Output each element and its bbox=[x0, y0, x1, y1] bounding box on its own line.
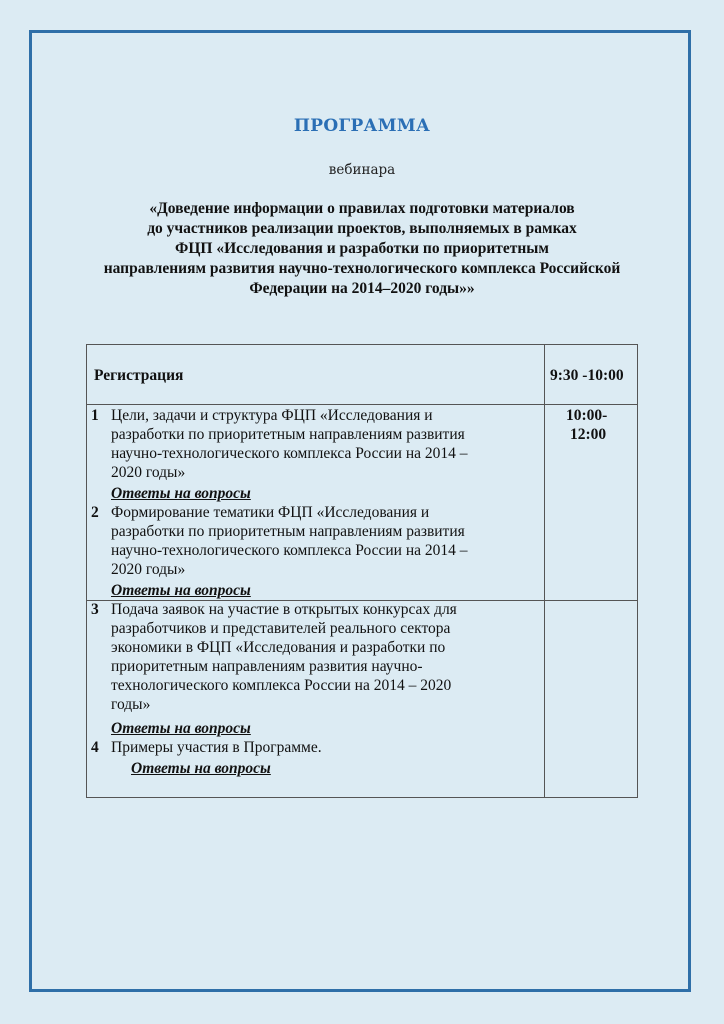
item-text-line: Формирование тематики ФЦП «Исследования и bbox=[111, 504, 430, 521]
item-text-line: технологического комплекса России на 2014 – 2020 bbox=[111, 677, 452, 694]
item-number: 3 bbox=[91, 601, 99, 618]
item-text-line: экономики в ФЦП «Исследования и разработки по bbox=[111, 639, 446, 656]
heading-line: Федерации на 2014–2020 годы»» bbox=[249, 280, 475, 297]
item-text-line: 2020 годы» bbox=[111, 561, 186, 578]
block1-time-end: 12:00 bbox=[570, 426, 607, 443]
answers-link: Ответы на вопросы bbox=[131, 760, 271, 777]
item-text-line: годы» bbox=[111, 696, 151, 713]
item-text-line: разработчиков и представителей реального сектора bbox=[111, 620, 451, 637]
registration-label: Регистрация bbox=[94, 367, 184, 384]
heading-line: до участников реализации проектов, выполняемых в рамках bbox=[147, 220, 577, 237]
item-text-line: разработки по приоритетным направлениям развития bbox=[111, 523, 465, 540]
answers-link: Ответы на вопросы bbox=[111, 485, 251, 502]
schedule-table bbox=[86, 344, 638, 798]
heading-line: ФЦП «Исследования и разработки по приоритетным bbox=[175, 240, 549, 257]
item-number: 2 bbox=[91, 504, 99, 521]
item-number: 1 bbox=[91, 407, 99, 424]
page-subtitle: вебинара bbox=[328, 162, 396, 178]
answers-link: Ответы на вопросы bbox=[111, 720, 251, 737]
heading-line: «Доведение информации о правилах подготовки материалов bbox=[149, 200, 575, 217]
item-number: 4 bbox=[91, 739, 99, 756]
heading-line: направлениям развития научно-технологического комплекса Российской bbox=[103, 260, 621, 277]
webinar-heading bbox=[40, 199, 684, 299]
page-title: ПРОГРАММА bbox=[293, 116, 431, 136]
item-text-line: научно-технологического комплекса России на 2014 – bbox=[111, 445, 468, 462]
item-text-line: Примеры участия в Программе. bbox=[111, 739, 322, 756]
item-text-line: Цели, задачи и структура ФЦП «Исследования и bbox=[111, 407, 433, 424]
registration-time: 9:30 -10:00 bbox=[550, 367, 624, 384]
answers-link: Ответы на вопросы bbox=[111, 582, 251, 599]
block2-time-cell bbox=[544, 600, 638, 798]
block1-time-start: 10:00- bbox=[566, 407, 608, 424]
item-text-line: научно-технологического комплекса России на 2014 – bbox=[111, 542, 468, 559]
item-text-line: приоритетным направлениям развития научно- bbox=[111, 658, 423, 675]
item-text-line: 2020 годы» bbox=[111, 464, 186, 481]
item-text-line: Подача заявок на участие в открытых конкурсах для bbox=[111, 601, 457, 618]
item-text-line: разработки по приоритетным направлениям развития bbox=[111, 426, 465, 443]
